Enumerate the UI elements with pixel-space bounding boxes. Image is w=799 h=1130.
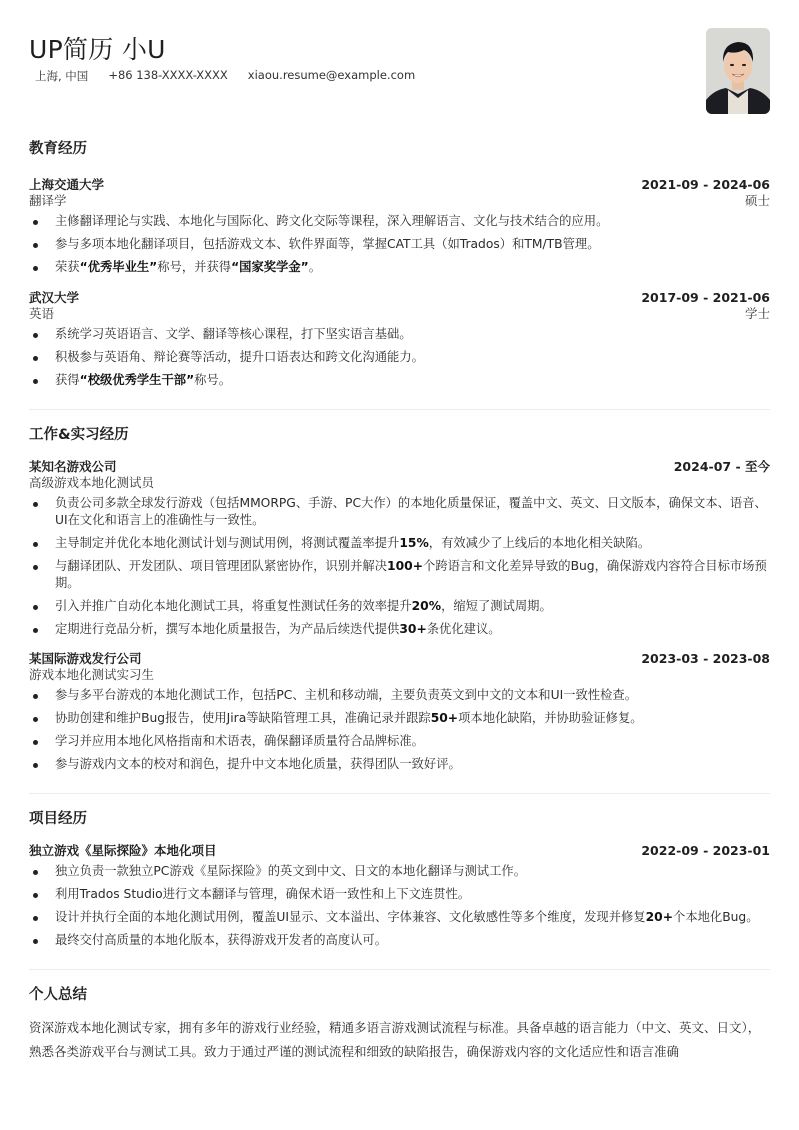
list-item: 利用Trados Studio进行文本翻译与管理，确保术语一致性和上下文连贯性。: [29, 886, 770, 903]
job-title: 游戏本地化测试实习生: [29, 667, 155, 682]
list-item: 负责公司多款全球发行游戏（包括MMORPG、手游、PC大作）的本地化质量保证，覆盖中文、英文、日文版本，确保文本、语音、UI在文化和语言上的准确性与一致性。: [29, 495, 770, 529]
list-item: 系统学习英语语言、文学、翻译等核心课程，打下坚实语言基础。: [29, 326, 770, 343]
summary-text: 资深游戏本地化测试专家，拥有多年的游戏行业经验，精通多语言游戏测试流程与标准。具备卓越的语言能力（中文、英文、日文），熟悉各类游戏平台与测试工具。致力于通过严谨的测试流程和细致的缺陷报告，确保游戏内容的文化适应性和语言准确: [29, 1020, 761, 1059]
education-entry: [29, 176, 770, 276]
avatar: [706, 28, 770, 114]
list-item: 主导制定并优化本地化测试计划与测试用例，将测试覆盖率提升15%，有效减少了上线后的本地化相关缺陷。: [29, 535, 770, 552]
contact-info: [35, 68, 435, 84]
date-range: 2022-09 - 2023-01: [641, 843, 770, 858]
list-item: 参与游戏内文本的校对和润色，提升中文本地化质量，获得团队一致好评。: [29, 756, 770, 773]
list-item: 定期进行竞品分析，撰写本地化质量报告，为产品后续迭代提供30+条优化建议。: [29, 621, 770, 638]
school-name: 上海交通大学: [29, 177, 105, 192]
work-entry: [29, 458, 770, 638]
major: 翻译学: [29, 193, 67, 208]
project-entry: [29, 842, 770, 949]
list-item: 积极参与英语角、辩论赛等活动，提升口语表达和跨文化沟通能力。: [29, 349, 770, 366]
education-entry: [29, 289, 770, 389]
work-entry: [29, 650, 770, 773]
list-item: 与翻译团队、开发团队、项目管理团队紧密协作，识别并解决100+个跨语言和文化差异导致的Bug，确保游戏内容符合目标市场预期。: [29, 558, 770, 592]
section-title-summary: 个人总结: [29, 987, 87, 1003]
list-item: 荣获“优秀毕业生”称号，并获得“国家奖学金”。: [29, 259, 770, 276]
section-divider: [29, 969, 770, 970]
list-item: 获得“校级优秀学生干部”称号。: [29, 372, 770, 389]
section-divider: [29, 793, 770, 794]
list-item: 最终交付高质量的本地化版本，获得游戏开发者的高度认可。: [29, 932, 770, 949]
date-range: 2017-09 - 2021-06: [641, 290, 770, 305]
projects-section: [29, 808, 770, 949]
degree: 硕士: [744, 193, 770, 208]
profile-photo-icon: [706, 28, 770, 114]
bullet-list: [29, 863, 770, 949]
list-item: 引入并推广自动化本地化测试工具，将重复性测试任务的效率提升20%，缩短了测试周期。: [29, 598, 770, 615]
work-section: [29, 424, 770, 773]
project-name: 独立游戏《星际探险》本地化项目: [29, 843, 217, 858]
section-title-projects: 项目经历: [29, 811, 87, 827]
job-title: 高级游戏本地化测试员: [29, 475, 155, 490]
list-item: 参与多平台游戏的本地化测试工作，包括PC、主机和移动端，主要负责英文到中文的文本和UI一致性检查。: [29, 687, 770, 704]
section-title-work: 工作&实习经历: [29, 427, 129, 443]
list-item: 学习并应用本地化风格指南和术语表，确保翻译质量符合品牌标准。: [29, 733, 770, 750]
list-item: 协助创建和维护Bug报告，使用Jira等缺陷管理工具，准确记录并跟踪50+项本地化缺陷，并协助验证修复。: [29, 710, 770, 727]
phone-text: +86 138-XXXX-XXXX: [108, 68, 228, 82]
bullet-list: [29, 213, 770, 276]
list-item: 主修翻译理论与实践、本地化与国际化、跨文化交际等课程，深入理解语言、文化与技术结合的应用。: [29, 213, 770, 230]
school-name: 武汉大学: [29, 290, 80, 305]
degree: 学士: [744, 306, 770, 321]
date-range: 2023-03 - 2023-08: [641, 651, 770, 666]
education-section: [29, 138, 770, 389]
company-name: 某知名游戏公司: [29, 459, 117, 474]
summary-section: [29, 984, 770, 1064]
list-item: 参与多项本地化翻译项目，包括游戏文本、软件界面等，掌握CAT工具（如Trados）和TM/TB管理。: [29, 236, 770, 253]
bullet-list: [29, 687, 770, 773]
bullet-list: [29, 326, 770, 389]
list-item: 独立负责一款独立PC游戏《星际探险》的英文到中文、日文的本地化翻译与测试工作。: [29, 863, 770, 880]
company-name: 某国际游戏发行公司: [29, 651, 142, 666]
major: 英语: [29, 306, 55, 321]
section-title-education: 教育经历: [29, 141, 87, 157]
location-text: 上海, 中国: [35, 69, 89, 83]
resume-header: [29, 0, 770, 128]
bullet-list: [29, 495, 770, 638]
list-item: 设计并执行全面的本地化测试用例，覆盖UI显示、文本溢出、字体兼容、文化敏感性等多个维度，发现并修复20+个本地化Bug。: [29, 909, 770, 926]
candidate-name: UP简历 小U: [29, 35, 166, 64]
date-range: 2024-07 - 至今: [673, 459, 770, 474]
section-divider: [29, 409, 770, 410]
email-link[interactable]: xiaou.resume@example.com: [247, 68, 416, 82]
date-range: 2021-09 - 2024-06: [641, 177, 770, 192]
